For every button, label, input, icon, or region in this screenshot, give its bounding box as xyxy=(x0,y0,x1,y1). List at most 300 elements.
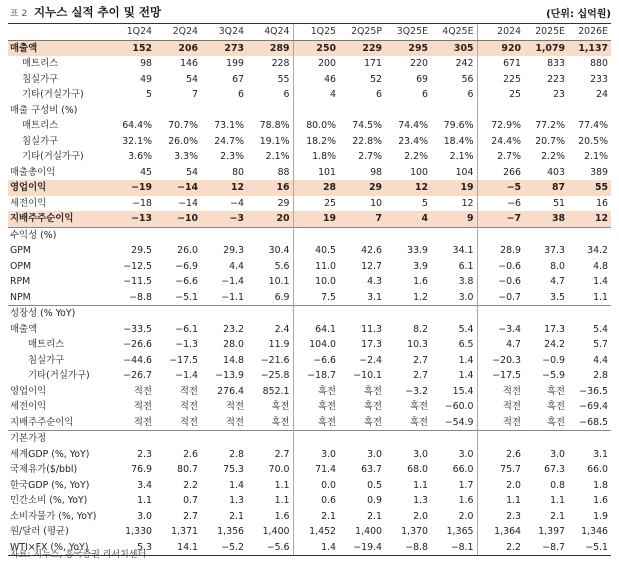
table-cell: −11.5 xyxy=(123,276,152,288)
row-label: 성장성 (% YoY) xyxy=(8,306,108,322)
table-cell: 적전 xyxy=(133,416,152,428)
table-cell: 68.0 xyxy=(407,464,428,476)
table-cell: −18 xyxy=(132,197,152,209)
table-cell: 69 xyxy=(416,73,428,85)
table-cell: 2.0 xyxy=(477,478,524,494)
table-cell xyxy=(155,103,201,119)
table-cell: 4.3 xyxy=(367,276,382,288)
row-label: 지배주주순이익 xyxy=(8,211,108,227)
table-cell: 4.4 xyxy=(593,354,608,366)
table-cell xyxy=(431,227,477,243)
table-cell xyxy=(431,306,477,322)
table-cell: 적전 xyxy=(477,384,524,400)
table-cell: 67.3 xyxy=(544,464,565,476)
table-cell: −10.1 xyxy=(353,370,382,382)
figure-title: 지누스 실적 추이 및 전망 xyxy=(34,5,162,19)
table-cell: 29.5 xyxy=(131,245,152,257)
table-cell: 66.0 xyxy=(452,464,474,476)
table-cell: −18.7 xyxy=(293,368,339,384)
table-cell: 24.2 xyxy=(544,339,565,351)
table-cell: 1,364 xyxy=(477,524,524,540)
table-cell: 0.8 xyxy=(550,479,565,491)
row-label: WTI×FX (%, YoY) xyxy=(8,540,108,556)
table-row xyxy=(8,368,611,384)
table-cell: 17.3 xyxy=(361,339,382,351)
table-cell: 2.1 xyxy=(367,510,382,522)
table-cell: 6.1 xyxy=(458,260,474,272)
table-cell: 52 xyxy=(370,73,382,85)
table-cell: 37.3 xyxy=(544,245,565,257)
table-cell: 10 xyxy=(370,197,382,209)
table-cell: 49 xyxy=(140,73,152,85)
table-cell: 2.8 xyxy=(229,448,244,460)
table-cell: 77.2% xyxy=(535,120,565,132)
table-cell: 54 xyxy=(186,73,198,85)
table-cell: −36.5 xyxy=(579,385,608,397)
table-cell xyxy=(385,103,431,119)
table-cell: 2.3 xyxy=(477,509,524,525)
table-cell: 흑전 xyxy=(293,384,339,400)
table-cell: 2.1% xyxy=(265,151,290,163)
table-cell: 흑전 xyxy=(363,401,382,413)
table-cell: 4 xyxy=(293,87,339,103)
table-cell: 2.0 xyxy=(413,510,428,522)
table-cell: 흑전 xyxy=(546,385,565,397)
table-cell: 273 xyxy=(201,40,247,56)
row-label: 매트리스 xyxy=(22,58,59,70)
table-cell: −3 xyxy=(201,211,247,227)
table-cell xyxy=(524,227,568,243)
table-cell: 79.6% xyxy=(443,120,474,132)
table-cell: −21.6 xyxy=(260,354,290,366)
table-cell: 7 xyxy=(339,211,385,227)
table-cell: 1.1 xyxy=(413,479,428,491)
table-row xyxy=(8,447,611,463)
table-cell: 77.4% xyxy=(578,120,608,132)
table-cell: 101 xyxy=(293,165,339,181)
table-cell: 71.4 xyxy=(293,462,339,478)
table-cell: 1.4 xyxy=(293,540,339,556)
table-cell xyxy=(247,306,293,322)
table-cell: 3.5 xyxy=(550,291,565,303)
row-label: 매출 구성비 (%) xyxy=(10,104,78,116)
table-cell: 42.6 xyxy=(361,245,382,257)
row-label: 침실가구 xyxy=(22,135,59,147)
table-cell: 54 xyxy=(186,166,198,178)
table-cell: −10 xyxy=(155,211,201,227)
table-cell: 흑전 xyxy=(409,401,428,413)
table-cell: 1,330 xyxy=(125,526,152,538)
table-cell: 266 xyxy=(477,165,524,181)
table-cell: 206 xyxy=(155,40,201,56)
table-cell xyxy=(155,431,201,447)
table-cell xyxy=(247,103,293,119)
table-cell: 3.8 xyxy=(458,276,474,288)
table-cell: 11.3 xyxy=(361,323,382,335)
table-cell: 19 xyxy=(431,180,477,196)
table-cell xyxy=(568,103,611,119)
table-row xyxy=(8,196,611,212)
table-row xyxy=(8,180,611,196)
table-cell: 적전 xyxy=(133,385,152,397)
table-cell: 6 xyxy=(376,89,382,101)
table-cell: 74.4% xyxy=(398,120,428,132)
table-cell: −8.8 xyxy=(385,540,431,556)
col-header: 2026E xyxy=(568,24,611,40)
table-cell: −14 xyxy=(178,197,198,209)
table-cell: 1.9 xyxy=(593,510,608,522)
table-cell: 880 xyxy=(590,58,608,70)
table-cell: 1,365 xyxy=(446,526,474,538)
unit-label: (단위: 십억원) xyxy=(546,9,611,20)
table-row xyxy=(8,87,611,103)
col-header: 2024 xyxy=(477,24,524,40)
table-cell: 289 xyxy=(247,40,293,56)
table-cell: −0.9 xyxy=(542,354,565,366)
table-row xyxy=(8,399,611,415)
table-cell xyxy=(385,431,431,447)
row-label: 소비자물가 (%, YoY) xyxy=(10,510,97,522)
table-cell: 7.5 xyxy=(293,290,339,306)
table-cell: −26.7 xyxy=(123,370,152,382)
table-cell: 26.0% xyxy=(168,135,198,147)
table-cell: 1,370 xyxy=(401,526,428,538)
table-cell: 흑전 xyxy=(546,401,565,413)
table-cell: −5.6 xyxy=(247,540,293,556)
table-cell: 38 xyxy=(524,211,568,227)
table-cell: 1.4 xyxy=(229,479,244,491)
table-row xyxy=(8,337,611,353)
table-cell: 100 xyxy=(410,166,428,178)
row-label: 세전이익 xyxy=(10,401,47,413)
table-cell: 2.1% xyxy=(449,151,474,163)
table-cell: 3.0 xyxy=(367,448,382,460)
table-cell xyxy=(247,227,293,243)
table-cell: 24 xyxy=(596,89,608,101)
table-row xyxy=(8,431,611,447)
table-cell xyxy=(524,103,568,119)
table-cell: −12.5 xyxy=(123,260,152,272)
table-cell: 적전 xyxy=(225,401,244,413)
table-cell: 10.1 xyxy=(268,276,290,288)
table-cell: 12 xyxy=(461,197,474,209)
table-cell: 1.1 xyxy=(274,479,290,491)
table-cell xyxy=(201,431,247,447)
table-cell: 3.4 xyxy=(137,479,152,491)
table-cell: 28.9 xyxy=(477,243,524,259)
table-cell: 2.1 xyxy=(293,509,339,525)
table-cell: 40.5 xyxy=(293,243,339,259)
table-cell: 1.8 xyxy=(593,479,608,491)
table-cell: 적전 xyxy=(179,385,198,397)
table-cell: 7 xyxy=(192,89,198,101)
table-cell: 3.0 xyxy=(413,448,428,460)
table-cell: 76.9 xyxy=(131,464,152,476)
table-cell: 8.0 xyxy=(550,260,565,272)
table-cell: 1,400 xyxy=(262,526,290,538)
table-row xyxy=(8,290,611,306)
table-cell: −25.8 xyxy=(260,370,290,382)
table-cell: −6.6 xyxy=(175,276,198,288)
table-cell: 1.6 xyxy=(274,510,290,522)
table-cell: −26.6 xyxy=(123,339,152,351)
table-cell xyxy=(339,431,385,447)
table-cell: 5.7 xyxy=(593,339,608,351)
table-cell: 적전 xyxy=(133,401,152,413)
table-cell: 적전 xyxy=(477,415,524,431)
table-cell: 2.4 xyxy=(274,323,290,335)
table-cell: 0.7 xyxy=(183,495,198,507)
table-cell: −5.2 xyxy=(201,540,247,556)
table-cell: 70.0 xyxy=(268,464,290,476)
table-cell xyxy=(431,103,477,119)
figure-number: 표 2 xyxy=(10,9,28,19)
table-cell: 11.9 xyxy=(268,339,290,351)
table-cell: 23.4% xyxy=(398,135,428,147)
row-label: 침실가구 xyxy=(22,73,59,85)
table-cell: −2.4 xyxy=(359,354,382,366)
table-cell: 1.1 xyxy=(593,291,608,303)
table-cell: 34.2 xyxy=(587,245,608,257)
table-cell: 171 xyxy=(364,58,382,70)
table-cell: 11.0 xyxy=(293,259,339,275)
table-cell: 1,371 xyxy=(171,526,198,538)
table-cell: 3.0 xyxy=(293,447,339,463)
table-cell xyxy=(247,431,293,447)
table-row xyxy=(8,259,611,275)
table-cell: 403 xyxy=(547,166,565,178)
table-cell: 220 xyxy=(410,58,428,70)
row-label: 민간소비 (%, YoY) xyxy=(10,495,88,507)
table-cell: 2.2 xyxy=(477,540,524,556)
table-cell: 20.7% xyxy=(535,135,565,147)
table-cell: −1.4 xyxy=(221,276,244,288)
table-cell: 22.8% xyxy=(352,135,382,147)
table-cell xyxy=(339,227,385,243)
table-cell: −6.6 xyxy=(293,353,339,369)
table-cell xyxy=(293,431,339,447)
table-cell: 852.1 xyxy=(262,385,290,397)
table-cell xyxy=(108,306,155,322)
table-cell: 12 xyxy=(568,211,611,227)
row-label: NPM xyxy=(10,291,31,303)
table-cell xyxy=(108,431,155,447)
table-cell: 1.1 xyxy=(477,493,524,509)
table-cell: −19.4 xyxy=(339,540,385,556)
table-cell: 2.3 xyxy=(137,448,152,460)
table-cell xyxy=(155,306,201,322)
table-cell: 12 xyxy=(201,180,247,196)
table-cell: 2.6 xyxy=(477,447,524,463)
table-cell: 389 xyxy=(590,166,608,178)
table-cell: 적전 xyxy=(179,416,198,428)
table-cell xyxy=(201,103,247,119)
row-label: 영업이익 xyxy=(10,385,47,397)
table-cell: 2.1 xyxy=(550,510,565,522)
table-cell: −8.1 xyxy=(431,540,477,556)
table-cell: 75.3 xyxy=(223,464,244,476)
table-cell: 5.6 xyxy=(274,260,290,272)
row-label: 국제유가($/bbl) xyxy=(10,464,78,476)
table-cell: 적전 xyxy=(225,416,244,428)
table-cell: 흑전 xyxy=(293,399,339,415)
table-cell: 3.6% xyxy=(128,151,152,163)
table-cell: 흑전 xyxy=(271,401,290,413)
table-cell: 29.3 xyxy=(223,245,244,257)
row-label: 한국GDP (%, YoY) xyxy=(10,479,90,491)
table-cell: 250 xyxy=(293,40,339,56)
table-row xyxy=(8,524,611,540)
table-cell: 98 xyxy=(370,166,382,178)
table-row xyxy=(8,134,611,150)
row-label: 영업이익 xyxy=(8,180,108,196)
table-cell: 1,452 xyxy=(293,524,339,540)
header-corner xyxy=(8,24,108,40)
table-cell: 1.3 xyxy=(229,495,244,507)
table-cell: 28.0 xyxy=(223,339,244,351)
table-cell: −33.5 xyxy=(123,323,152,335)
table-cell: 14.1 xyxy=(155,540,201,556)
table-cell: 78.8% xyxy=(259,120,290,132)
table-cell: 29 xyxy=(339,180,385,196)
table-cell: 200 xyxy=(293,56,339,72)
table-cell: 10.0 xyxy=(293,274,339,290)
table-cell: −3.2 xyxy=(405,385,428,397)
table-cell: 70.7% xyxy=(168,120,198,132)
table-cell: 5.4 xyxy=(458,323,474,335)
table-row xyxy=(8,384,611,400)
table-cell xyxy=(293,306,339,322)
table-cell: 25 xyxy=(293,196,339,212)
table-cell: 12 xyxy=(385,180,431,196)
row-label: 세전이익 xyxy=(10,197,47,209)
table-row xyxy=(8,493,611,509)
table-cell: 152 xyxy=(108,40,155,56)
row-label: 매출액 xyxy=(8,40,108,56)
table-cell: 28 xyxy=(293,180,339,196)
row-label: 기타(거실가구) xyxy=(22,151,84,163)
table-cell: 223 xyxy=(547,73,565,85)
table-cell: 0.0 xyxy=(293,478,339,494)
table-cell: 3.3% xyxy=(174,151,198,163)
table-cell: 51 xyxy=(553,197,565,209)
table-cell: 1,079 xyxy=(524,40,568,56)
table-cell: 98 xyxy=(140,58,152,70)
table-cell: 흑전 xyxy=(409,416,428,428)
table-cell: 3.0 xyxy=(458,448,474,460)
table-cell: 1.6 xyxy=(593,495,608,507)
table-cell: 2.6 xyxy=(183,448,198,460)
table-row xyxy=(8,306,611,322)
row-label: 매출총이익 xyxy=(10,166,56,178)
table-cell: 228 xyxy=(271,58,290,70)
table-cell: 1,137 xyxy=(568,40,611,56)
table-cell: 20 xyxy=(247,211,293,227)
table-cell: 2.0 xyxy=(458,510,474,522)
table-cell: 104.0 xyxy=(293,337,339,353)
table-cell: 30.4 xyxy=(268,245,290,257)
table-cell: 1.8% xyxy=(293,149,339,165)
table-cell: 6.5 xyxy=(458,339,474,351)
table-cell: 74.5% xyxy=(352,120,382,132)
row-label: 매출액 xyxy=(10,323,38,335)
table-cell: −60.0 xyxy=(444,401,474,413)
table-cell: 6 xyxy=(422,89,428,101)
table-cell: −20.3 xyxy=(477,353,524,369)
table-cell: −8.7 xyxy=(524,540,568,556)
table-cell: 6 xyxy=(238,89,244,101)
table-cell: 4.8 xyxy=(593,260,608,272)
table-cell: 33.9 xyxy=(407,245,428,257)
table-cell: −5.1 xyxy=(568,540,611,556)
table-cell: 흑전 xyxy=(363,416,382,428)
table-cell: 1.1 xyxy=(550,495,565,507)
table-cell: 2.1 xyxy=(229,510,244,522)
table-cell: −6.1 xyxy=(175,323,198,335)
table-cell: 4 xyxy=(385,211,431,227)
table-cell: 1.6 xyxy=(458,495,474,507)
table-cell: −68.5 xyxy=(579,416,608,428)
table-cell: 24.7% xyxy=(214,135,244,147)
table-row xyxy=(8,165,611,181)
table-row xyxy=(8,211,611,227)
table-cell xyxy=(477,227,524,243)
col-header: 3Q24 xyxy=(201,24,247,40)
table-cell: 1,397 xyxy=(538,526,565,538)
table-cell: 305 xyxy=(431,40,477,56)
table-cell: 32.1% xyxy=(122,135,152,147)
figure-header xyxy=(0,0,619,24)
table-cell: 6 xyxy=(467,89,474,101)
table-row xyxy=(8,103,611,119)
table-cell: 17.3 xyxy=(544,323,565,335)
table-cell: 23 xyxy=(553,89,565,101)
table-cell xyxy=(568,306,611,322)
table-cell xyxy=(155,227,201,243)
table-cell: −5.1 xyxy=(175,291,198,303)
table-cell: 흑전 xyxy=(293,415,339,431)
table-cell: 56 xyxy=(461,73,474,85)
table-row xyxy=(8,72,611,88)
table-cell: 적전 xyxy=(179,401,198,413)
table-cell: 5.4 xyxy=(593,323,608,335)
table-cell: 5.3 xyxy=(108,540,155,556)
source-note: 자료: 지누스, 흥국증권 리서치센터 xyxy=(10,550,147,560)
table-cell: −13.9 xyxy=(215,370,244,382)
row-label: 원/달러 (평균) xyxy=(10,526,69,538)
table-cell: 2.7 xyxy=(183,510,198,522)
table-cell: 1.4 xyxy=(458,354,474,366)
table-cell: 199 xyxy=(226,58,244,70)
row-label: 세계GDP (%, YoY) xyxy=(10,448,90,460)
table-cell: 1.1 xyxy=(274,495,290,507)
table-cell: 0.9 xyxy=(367,495,382,507)
table-cell: 73.1% xyxy=(214,120,244,132)
table-cell: 흑전 xyxy=(363,385,382,397)
row-label: RPM xyxy=(10,276,31,288)
table-cell: 80.0% xyxy=(293,118,339,134)
table-cell: 18.2% xyxy=(293,134,339,150)
table-cell: 64.1 xyxy=(293,322,339,338)
row-label: GPM xyxy=(10,245,32,257)
table-cell: 88 xyxy=(277,166,290,178)
col-header: 2025E xyxy=(524,24,568,40)
table-cell: 12.7 xyxy=(361,260,382,272)
table-cell xyxy=(201,306,247,322)
table-cell: 15.4 xyxy=(452,385,474,397)
table-cell: 4.7 xyxy=(550,276,565,288)
table-cell: 3.0 xyxy=(550,448,565,460)
